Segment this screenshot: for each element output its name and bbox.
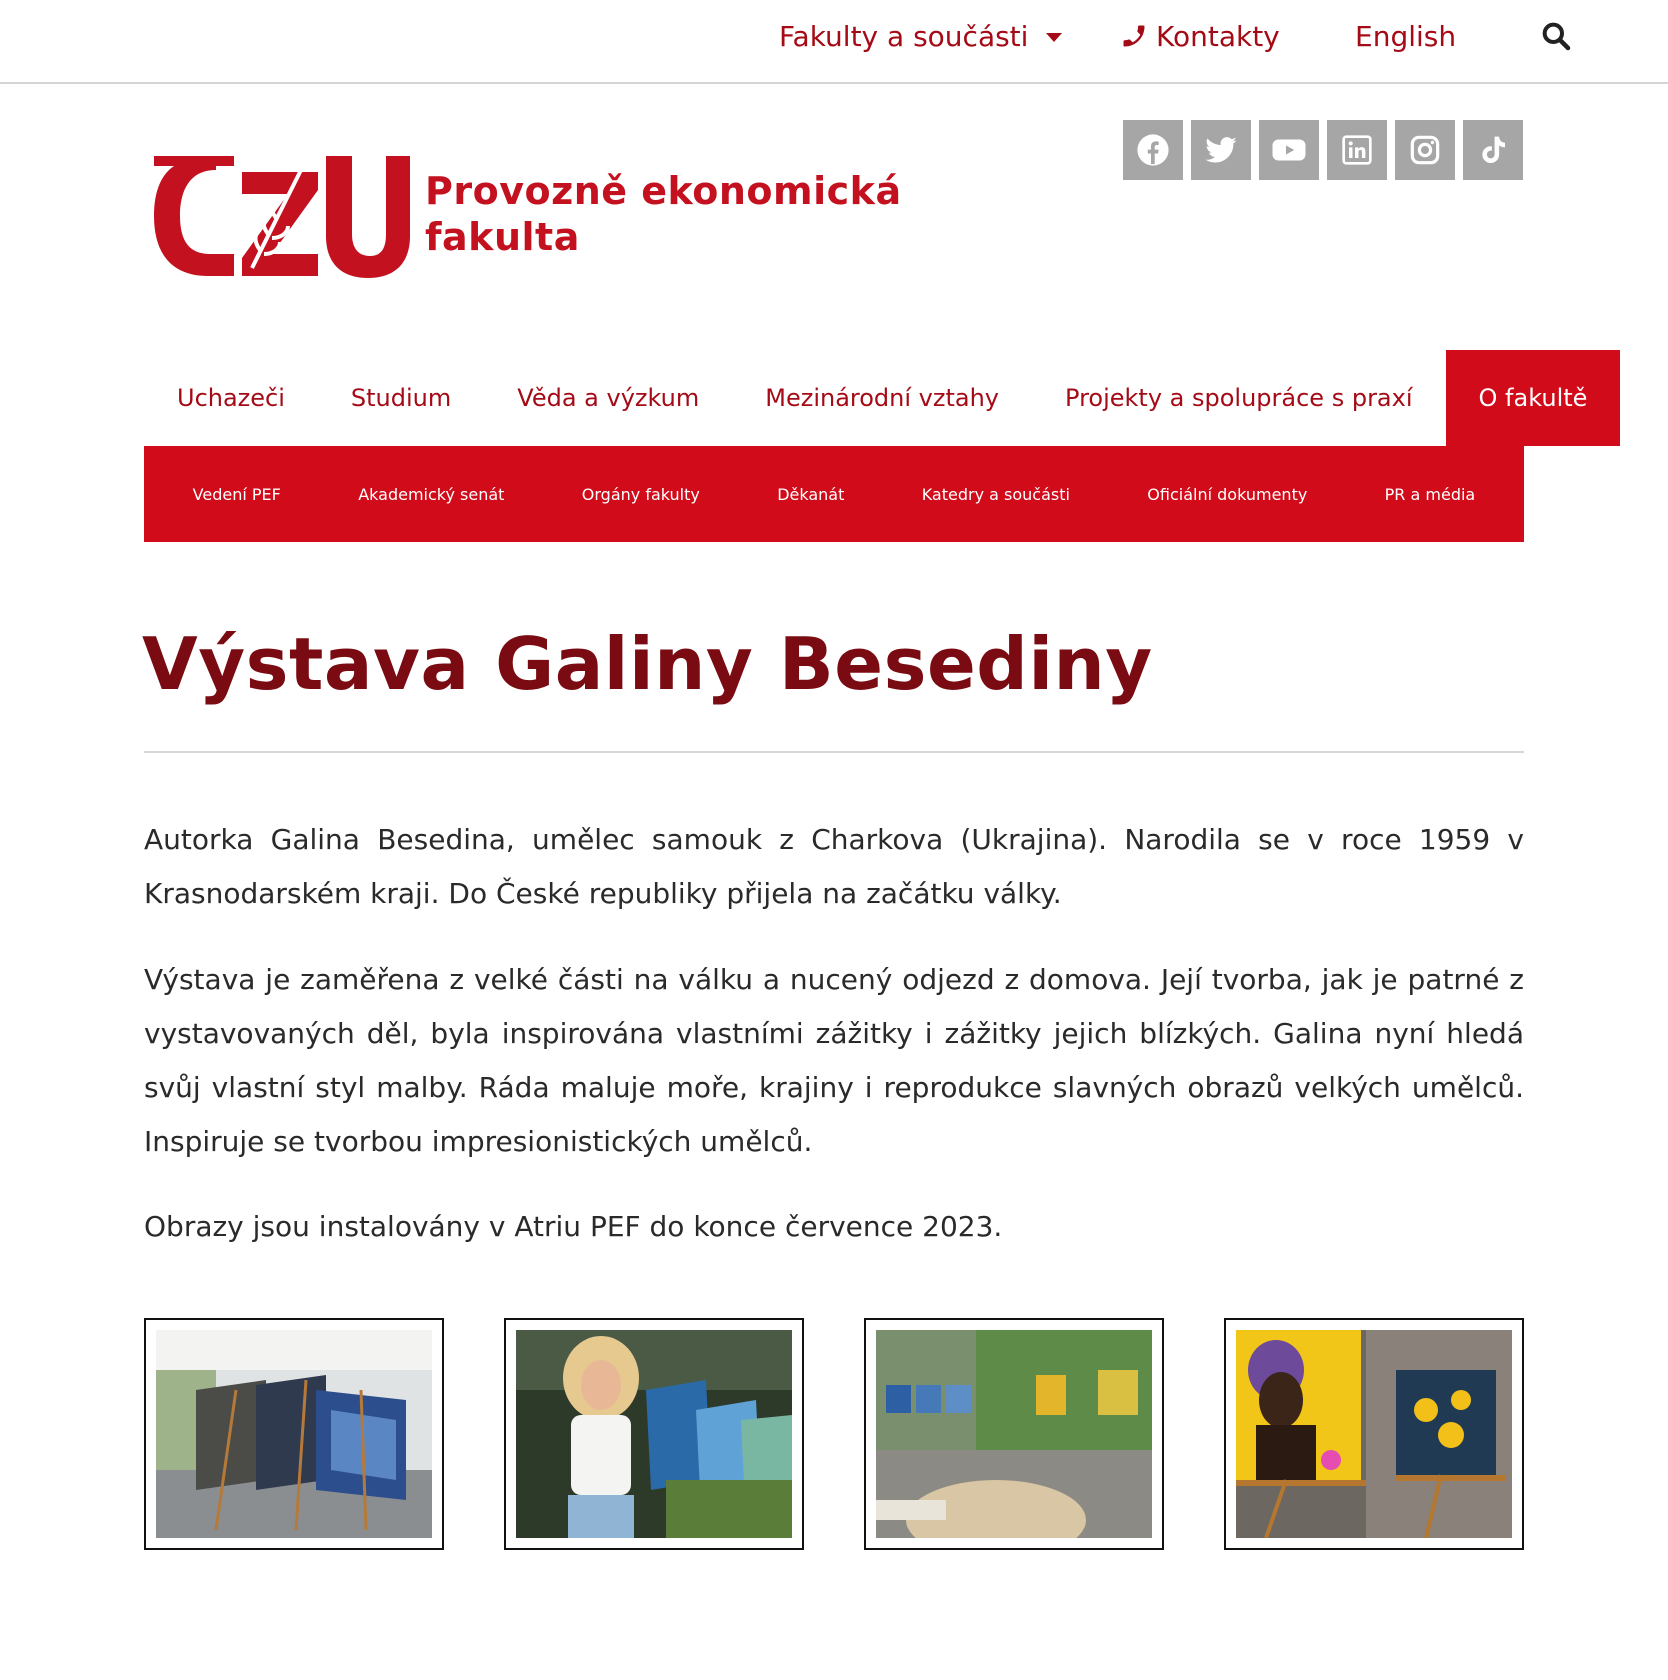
facebook-icon [1136, 133, 1170, 167]
nav-item-mezinarodni-vztahy[interactable]: Mezinárodní vztahy [765, 384, 1000, 412]
faculty-name[interactable] [425, 168, 902, 260]
czu-logo[interactable] [150, 150, 410, 280]
gallery-thumbnail[interactable] [864, 1318, 1164, 1550]
title-divider [144, 751, 1524, 753]
subnav-item-vedeni-pef[interactable]: Vedení PEF [192, 484, 281, 504]
twitter-link[interactable] [1191, 120, 1251, 180]
faculties-label: Fakulty a součásti [779, 19, 1029, 53]
faculty-name-line2: fakulta [425, 215, 580, 259]
subnav-item-organy-fakulty[interactable]: Orgány fakulty [581, 484, 700, 504]
nav-item-veda-a-vyzkum[interactable]: Věda a výzkum [517, 384, 700, 412]
youtube-icon [1271, 132, 1307, 168]
article-paragraph: Výstava je zaměřena z velké části na válku a nucený odjezd z domova. Její tvorba, jak je patrné z vystavovaných děl, byla inspirována vlastními zážitky i zážitky jejich blízkých. Galina nyní hledá svůj vlastní styl malby. Ráda maluje moře, krajiny i reprodukce slavných obrazů velkých umělců. Inspiruje se tvorbou impresionistických umělců. [144, 963, 1524, 1158]
exhibition-photo-atrium [156, 1330, 432, 1538]
nav-item-o-fakulte[interactable]: O fakultě [1446, 350, 1621, 446]
gallery-thumbnail[interactable] [144, 1318, 444, 1550]
nav-item-projekty[interactable]: Projekty a spolupráce s praxí [1065, 384, 1413, 412]
contacts-label: Kontakty [1156, 19, 1280, 53]
subnav-item-akademicky-senat[interactable]: Akademický senát [358, 484, 505, 504]
faculties-dropdown[interactable] [779, 18, 1062, 54]
instagram-icon [1409, 134, 1441, 166]
linkedin-link[interactable] [1327, 120, 1387, 180]
phone-icon [1120, 22, 1148, 50]
twitter-icon [1204, 133, 1238, 167]
top-utility-bar [0, 0, 1668, 84]
search-button[interactable] [1540, 18, 1572, 54]
tiktok-link[interactable] [1463, 120, 1523, 180]
gallery-thumbnail[interactable] [1224, 1318, 1524, 1550]
article-paragraph: Obrazy jsou instalovány v Atriu PEF do konce července 2023. [144, 1210, 1003, 1243]
czu-logo-mark [150, 150, 410, 280]
english-label: English [1355, 19, 1457, 53]
photo-gallery [144, 1318, 1524, 1550]
sub-navigation [144, 446, 1524, 542]
contacts-link[interactable] [1120, 18, 1280, 54]
exhibition-photo-paintings [1236, 1330, 1512, 1538]
artist-portrait-photo [516, 1330, 792, 1538]
nav-item-studium[interactable]: Studium [350, 384, 452, 412]
nav-item-uchazeci[interactable]: Uchazeči [177, 384, 285, 412]
subnav-item-pr-a-media[interactable]: PR a média [1384, 484, 1476, 504]
caret-down-icon [1046, 33, 1062, 42]
youtube-link[interactable] [1259, 120, 1319, 180]
subnav-item-dekanat[interactable]: Děkanát [777, 484, 845, 504]
article-paragraph: Autorka Galina Besedina, umělec samouk z Charkova (Ukrajina). Narodila se v roce 1959 v Krasnodarském kraji. Do České republiky přijela na začátku války. [144, 823, 1524, 910]
facebook-link[interactable] [1123, 120, 1183, 180]
gallery-thumbnail[interactable] [504, 1318, 804, 1550]
main-navigation [144, 350, 1588, 446]
subnav-item-oficialni-dokumenty[interactable]: Oficiální dokumenty [1147, 484, 1308, 504]
page-title: Výstava Galiny Besediny [142, 622, 1153, 706]
language-switch-english[interactable] [1355, 18, 1456, 54]
tiktok-icon [1477, 134, 1509, 166]
exhibition-photo-garden [876, 1330, 1152, 1538]
search-icon [1540, 20, 1572, 52]
linkedin-icon [1341, 134, 1373, 166]
subnav-item-katedry[interactable]: Katedry a součásti [921, 484, 1070, 504]
social-links [1123, 120, 1523, 180]
faculty-name-line1: Provozně ekonomická [425, 169, 902, 213]
instagram-link[interactable] [1395, 120, 1455, 180]
